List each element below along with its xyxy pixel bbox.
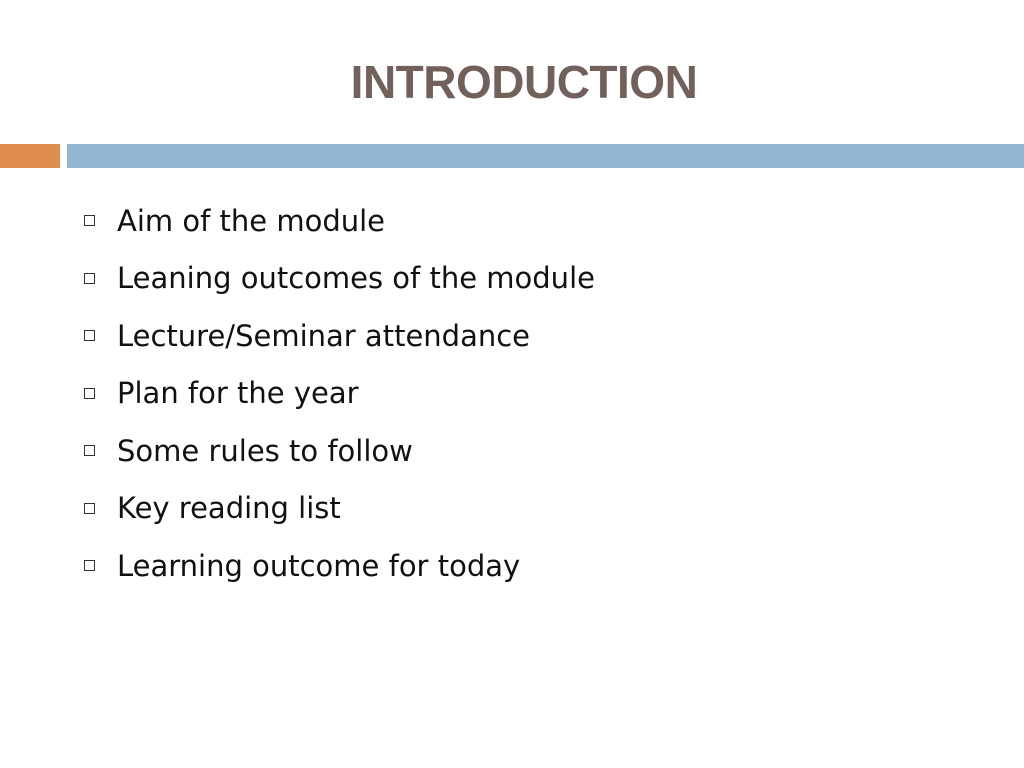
hollow-square-icon	[84, 560, 95, 571]
list-item	[82, 365, 982, 423]
bullet-text: Aim of the module	[117, 203, 386, 238]
bullet-text: Key reading list	[117, 491, 341, 526]
hollow-square-icon	[84, 273, 95, 284]
bullet-text: Some rules to follow	[117, 433, 413, 468]
list-item	[82, 307, 982, 365]
bullet-text: Leaning outcomes of the module	[117, 261, 595, 296]
accent-bar-orange	[0, 144, 60, 168]
hollow-square-icon	[84, 330, 95, 341]
list-item	[82, 422, 982, 480]
slide-title: INTRODUCTION	[350, 56, 698, 108]
hollow-square-icon	[84, 445, 95, 456]
list-item	[82, 192, 982, 250]
list-item	[82, 250, 982, 308]
bullet-text: Learning outcome for today	[117, 548, 521, 583]
list-item	[82, 537, 982, 595]
hollow-square-icon	[84, 388, 95, 399]
list-item	[82, 480, 982, 538]
accent-bar-blue	[67, 144, 1024, 168]
bullet-text: Lecture/Seminar attendance	[117, 318, 531, 353]
hollow-square-icon	[84, 503, 95, 514]
bullet-list	[82, 192, 982, 595]
bullet-text: Plan for the year	[117, 376, 359, 411]
hollow-square-icon	[84, 215, 95, 226]
